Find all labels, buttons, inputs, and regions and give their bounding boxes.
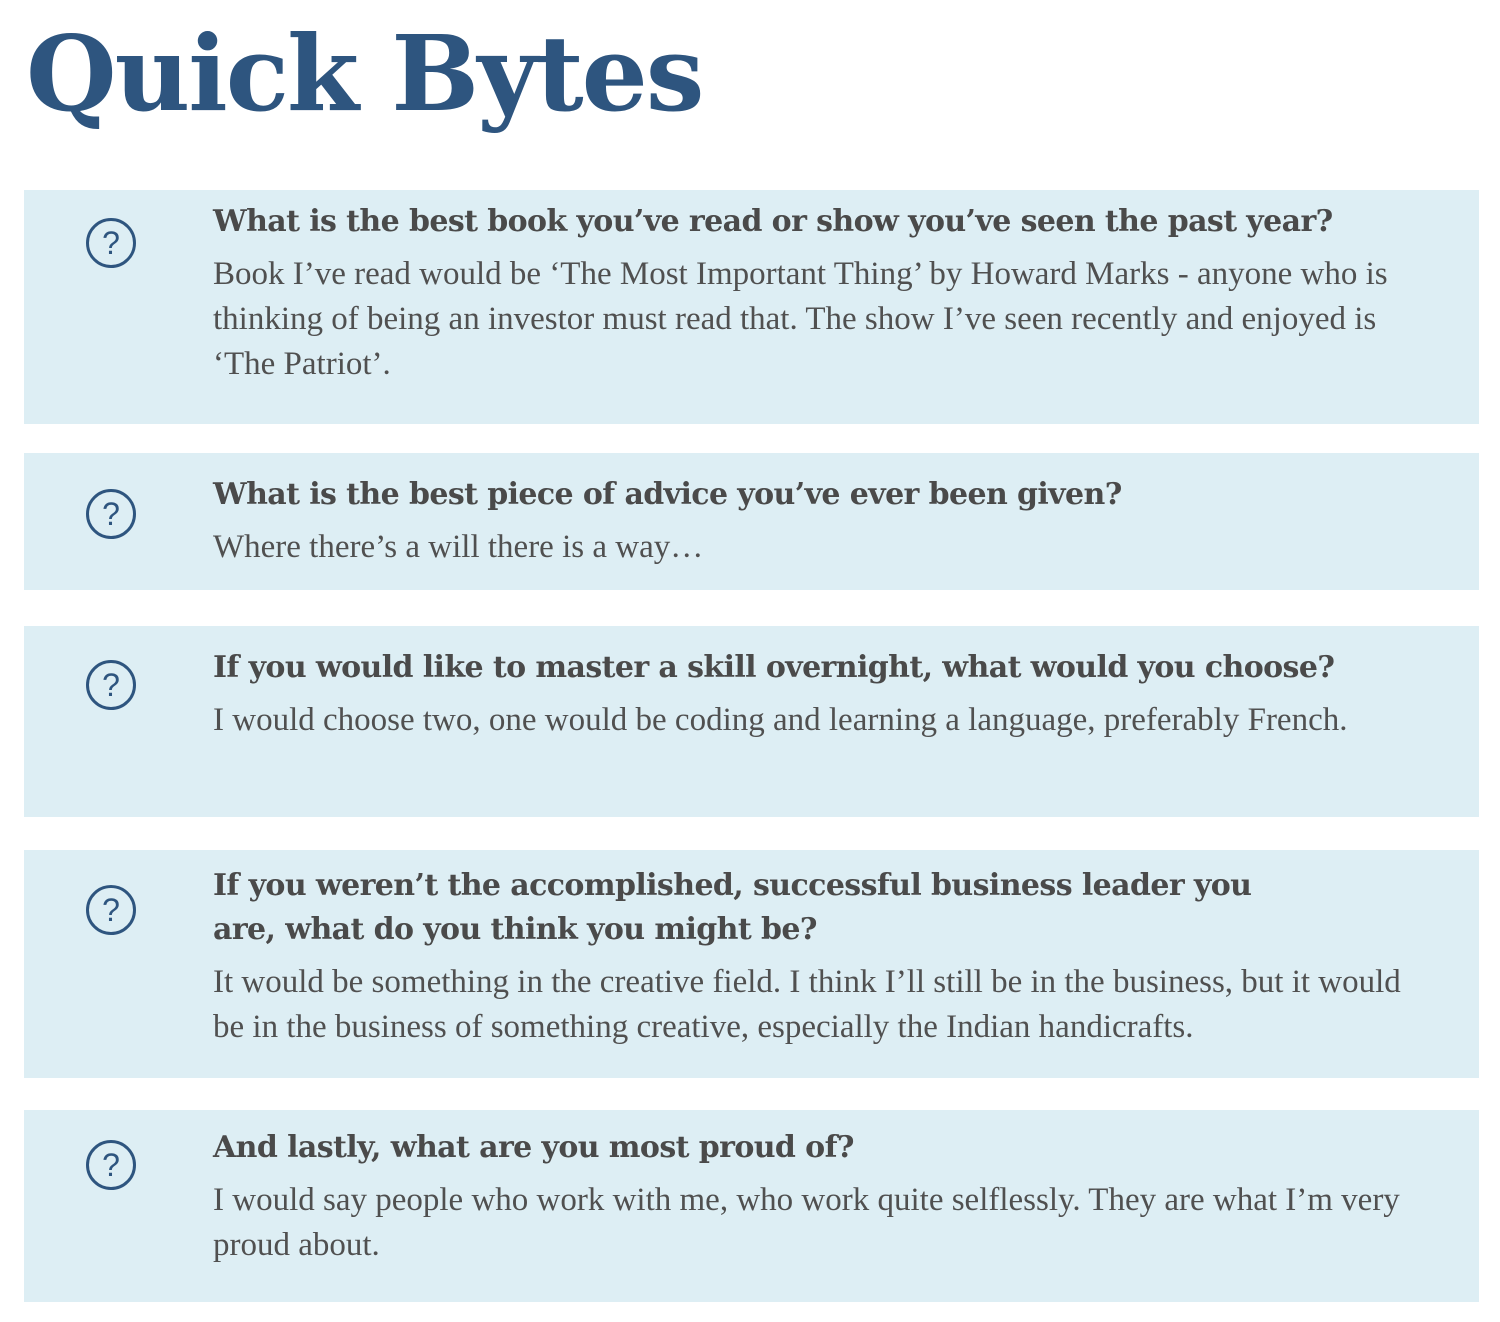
svg-text:?: ?	[102, 667, 120, 703]
question-circle-icon	[85, 659, 137, 711]
question-circle-icon	[85, 1139, 137, 1191]
qa-card	[24, 1110, 1479, 1302]
question-circle-icon	[85, 884, 137, 936]
answer-text: It would be something in the creative field. I think I’ll still be in the business, but it would be in the business of something creative, especially the Indian handicrafts.	[213, 964, 1401, 1045]
page-title: Quick Bytes	[26, 12, 703, 135]
svg-text:?: ?	[102, 892, 120, 928]
svg-text:?: ?	[102, 225, 120, 261]
question-circle-icon	[85, 217, 137, 269]
question-text: If you would like to master a skill overnight, what would you choose?	[213, 650, 1335, 685]
qa-card	[24, 626, 1479, 817]
answer-text: I would say people who work with me, who work quite selflessly. They are what I’m very proud about.	[213, 1182, 1400, 1263]
question-circle-icon	[85, 488, 137, 540]
svg-text:?: ?	[102, 496, 120, 532]
question-text: What is the best piece of advice you’ve ever been given?	[213, 477, 1122, 512]
answer-text: Where there’s a will there is a way…	[213, 529, 704, 565]
qa-card	[24, 190, 1479, 424]
svg-text:?: ?	[102, 1147, 120, 1183]
answer-text: I would choose two, one would be coding and learning a language, preferably French.	[213, 702, 1348, 738]
question-text: And lastly, what are you most proud of?	[213, 1130, 854, 1165]
question-text: What is the best book you’ve read or show you’ve seen the past year?	[213, 204, 1333, 239]
question-text: If you weren’t the accomplished, successful business leader you are, what do you think you might be?	[213, 868, 1252, 947]
qa-card	[24, 453, 1479, 590]
answer-text: Book I’ve read would be ‘The Most Important Thing’ by Howard Marks - anyone who is thinking of being an investor must read that. The show I’ve seen recently and enjoyed is ‘The Patriot’.	[213, 256, 1388, 382]
qa-card	[24, 850, 1479, 1078]
